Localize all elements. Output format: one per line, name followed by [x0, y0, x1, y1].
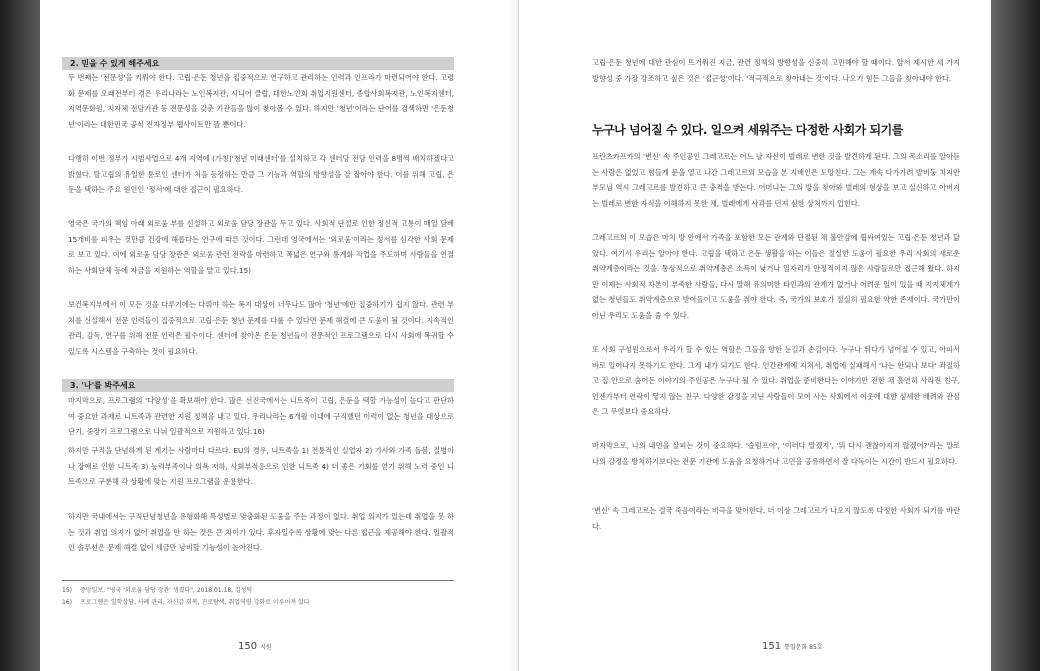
footnote	[62, 597, 310, 606]
footnote-divider	[62, 580, 454, 581]
paragraph: 두 번째는 '전문성'을 키워야 한다. 고립·은둔 청년을 집중적으로 연구하고 관리하는 인력과 인프라가 마련되어야 한다. 고령화 문제를 오래전부터 겪은 우리나라는 노인복지관, 시니어 클럽, 대한노인회 취업지원센터, 종합사회복지관, 노인복지센터, 지역문화원, 지자체 전담기관 등 전문성을 갖춘 기관들을 많이 찾아볼 수 있다. 하지만 '청년'이라는 단어를 검색하면 '은둔청년'이라는 대한민국 공식 전자정부 웹사이트만 뜰 뿐이다.	[68, 73, 454, 129]
paragraph: '변신' 속 그레고르는 결국 죽음이라는 비극을 맞이한다. 더 이상 그레고르가 나오지 않도록 다정한 사회가 되기를 바란다.	[592, 506, 960, 531]
footnote-number: 16)	[62, 599, 72, 606]
right-edge-shadow	[990, 0, 1040, 671]
footnote-text: 중앙일보, "영국 '외로움 담당 장관' 생겼다", 2018.01.18, 김성탁	[80, 587, 253, 594]
page-number: 150	[238, 641, 258, 652]
page-label: 시원	[260, 644, 272, 651]
paragraph: 하지만 구직을 단념하게 된 계기는 사람마다 다르다. EU의 경우, 니트족을 1) 전통적인 실업자 2) 가사와 가족 돌봄, 질병이나 장애로 인한 니트족 3) 능력부족이나 의욕 저하, 사회부적응으로 인한 니트족 4) 더 좋은 기회를 얻기 위해 노력 중인 니트족으로 구분해 각 상황에 맞는 지원 프로그램을 운용한다.	[68, 446, 454, 486]
paragraph: 프란츠카프카의 '변신' 속 주인공인 그레고르는 어느 날 자신이 벌레로 변한 것을 발견하게 된다. 그의 목소리를 알아듣는 사람은 없었고 힘들게 문을 열고 나간 그레고르의 모습을 본 지배인은 도망친다. 그는 계속 다가가려 발버둥 치지만 부모님 역시 그레고르를 발견하고 큰 충격을 받는다. 어머니는 그의 방을 찾아와 벌레의 형상을 보고 실신하고 아버지는 벌레로 변한 자식을 이해하지 못한 채, 벌레에게 사과를 던져 심한 상처까지 입힌다.	[592, 152, 960, 208]
section-heading-3: 3. '나'를 봐주세요	[62, 379, 454, 392]
section-heading-2: 2. 믿을 수 있게 해주세요	[62, 57, 454, 70]
chapter-heading: 누구나 넘어질 수 있다. 일으켜 세워주는 다정한 사회가 되기를	[592, 123, 903, 137]
paragraph: 또 사회 구성원으로서 우리가 할 수 있는 역할은 그들을 향한 눈길과 손길이다. 누구나 뛰다가 넘어질 수 있고, 아파서 바로 일어나지 못하기도 한다. 그게 내가 되기도 한다. 인간관계에 지쳐서, 취업에 실패해서 '나는 안되나 보다' 좌절하고 집 안으로 숨어든 이야기의 주인공은 누구나 될 수 있다. 취업을 준비한다는 이야기만 전한 채 홀연히 사라진 친구, 언젠가부터 연락이 닿지 않는 친구. 다양한 감정을 지닌 사람들이 모여 사는 사회에서 이웃에 대한 섬세한 배려와 관심은 그 무엇보다 중요하다.	[592, 345, 960, 416]
page-folio	[238, 641, 272, 652]
page-label: 통일문화 85호	[784, 644, 823, 651]
paragraph: 고립·은둔 청년에 대한 관심이 뜨거워진 지금, 관련 정책의 방향성을 신중히 고민해야 할 때이다. 앞서 제시한 세 가지 방향성 중 가장 강조하고 싶은 것은 '접근성'이다. '적극적으로 찾아내는 것'이다. 나오기 힘든 그들을 찾아내야 한다.	[592, 58, 960, 83]
paragraph: 그레고르의 이 모습은 마치 방 안에서 가족을 포함한 모든 관계와 단절된 채 불안감에 휩싸여있는 고립·은둔 청년과 닮았다. 여기서 우리는 알아야 한다. 고립을 택하고 은둔 생활을 하는 이들은 절실한 도움이 필요한 우리 사회의 새로운 취약계층이라는 것을. 통상적으로 취약계층은 소득이 낮거나 일자리가 안정적이지 않은 사람들로만 접근해 왔다. 하지만 이제는 사회적 자본이 부족한 사람들, 다시 말해 유의미한 타인과의 관계가 없거나 어려운 일이 있을 때 지지체계가 없는 청년들도 취약계층으로 받아들이고 도움을 줘야 한다. 즉, 국가의 보호가 절실히 필요한 약한 존재이다. 국가만이 아닌 우리도 도움을 줄 수 있다.	[592, 233, 960, 320]
paragraph: 보건복지부에서 이 모든 것을 다루기에는 다뤄야 하는 복지 대상이 너무나도 많아 '청년'에만 집중하기가 쉽지 않다. 관련 부처를 신설해서 전문 인력들이 집중적으로 고립·은둔 청년 문제를 다룰 수 있다면 문제 해결에 큰 도움이 될 것이다. 지속적인 관리, 감독, 연구를 위해 전문 인력은 필수이다. 센터에 찾아온 은둔 청년들이 전문적인 프로그램으로 다시 사회에 복귀할 수 있도록 시스템을 구축하는 것이 필요하다.	[68, 300, 454, 356]
paragraph: 마지막으로, 나의 내면을 살피는 것이 중요하다. '슬럼프야', '이러다 말겠지', '뭐 다시 괜찮아지지 않겠어?'라는 말로 나의 감정을 방치하기보다는 전문 기관에 도움을 요청하거나 고민을 공유하면서 잘 다독이는 시간이 반드시 필요하다.	[592, 441, 960, 466]
paragraph: 하지만 국내에서는 구직단념청년을 유형화해 특성별로 맞춤화된 도움을 주는 과정이 없다. 취업 의지가 있는데 취업을 못 하는 것과 취업 의지가 없어 취업을 안 하는 것은 큰 차이가 있다. 후자일수록 상황에 맞는 다른 접근을 제공해야 한다. 일괄적인 솔루션은 문제 해결 없이 세금만 낭비할 가능성이 높아진다.	[68, 512, 454, 552]
paragraph: 마지막으로, 프로그램의 '다양성'을 확보해야 한다. 많은 선진국에서는 니트족이 고립, 은둔을 택할 가능성이 높다고 판단하여 중요한 과제로 니트족과 관련한 지원 정책을 내고 있다. 우리나라는 6개월 이내에 구직했던 이력이 없는 청년을 대상으로 단기, 중장기 프로그램으로 나눠 일괄적으로 지원하고 있다.16)	[68, 396, 454, 436]
left-page	[40, 0, 519, 671]
footnote	[62, 585, 252, 594]
paragraph: 다행히 이번 정부가 시범사업으로 4개 지역에 (가칭)'청년 미래센터'를 설치하고 각 센터당 전담 인력을 8명씩 배치하겠다고 밝혔다. 탈고립의 유일한 통로인 센터가 처음 등장하는 만큼 그 기능과 역할의 방향성을 잘 잡아야 한다. 이를 위해 고립, 은둔을 택하는 주요 원인인 '정서'에 대한 접근이 필요하다.	[68, 154, 454, 194]
left-edge-shadow	[0, 0, 40, 671]
footnote-number: 15)	[62, 587, 72, 594]
footnote-text: 프로그램은 일학상담, 사례 관리, 자신감 회복, 진로탐색, 취업역량 강화로 이루어져 있다	[80, 599, 310, 606]
paragraph: 영국은 국가의 책임 아래 외로움 부를 신설하고 외로움 담당 장관을 두고 있다. 사회적 단절로 인한 정신적 고통이 매일 담배 15개비를 피우는 것만큼 건강에 해롭다는 연구에 따른 것이다. 그런데 영국에서는 '외로움'이라는 정서를 심각한 사회 문제로 보고 있다. 이에 외로움 담당 장관은 외로움 관련 전략을 마련하고 폭넓은 연구와 통계화 작업을 주도하며 사람들을 연결하는 사회단체 등에 자금을 지원하는 역할을 맡고 있다.15)	[68, 219, 454, 275]
right-page	[519, 0, 991, 671]
page-number: 151	[762, 641, 782, 652]
page-folio	[762, 641, 823, 652]
